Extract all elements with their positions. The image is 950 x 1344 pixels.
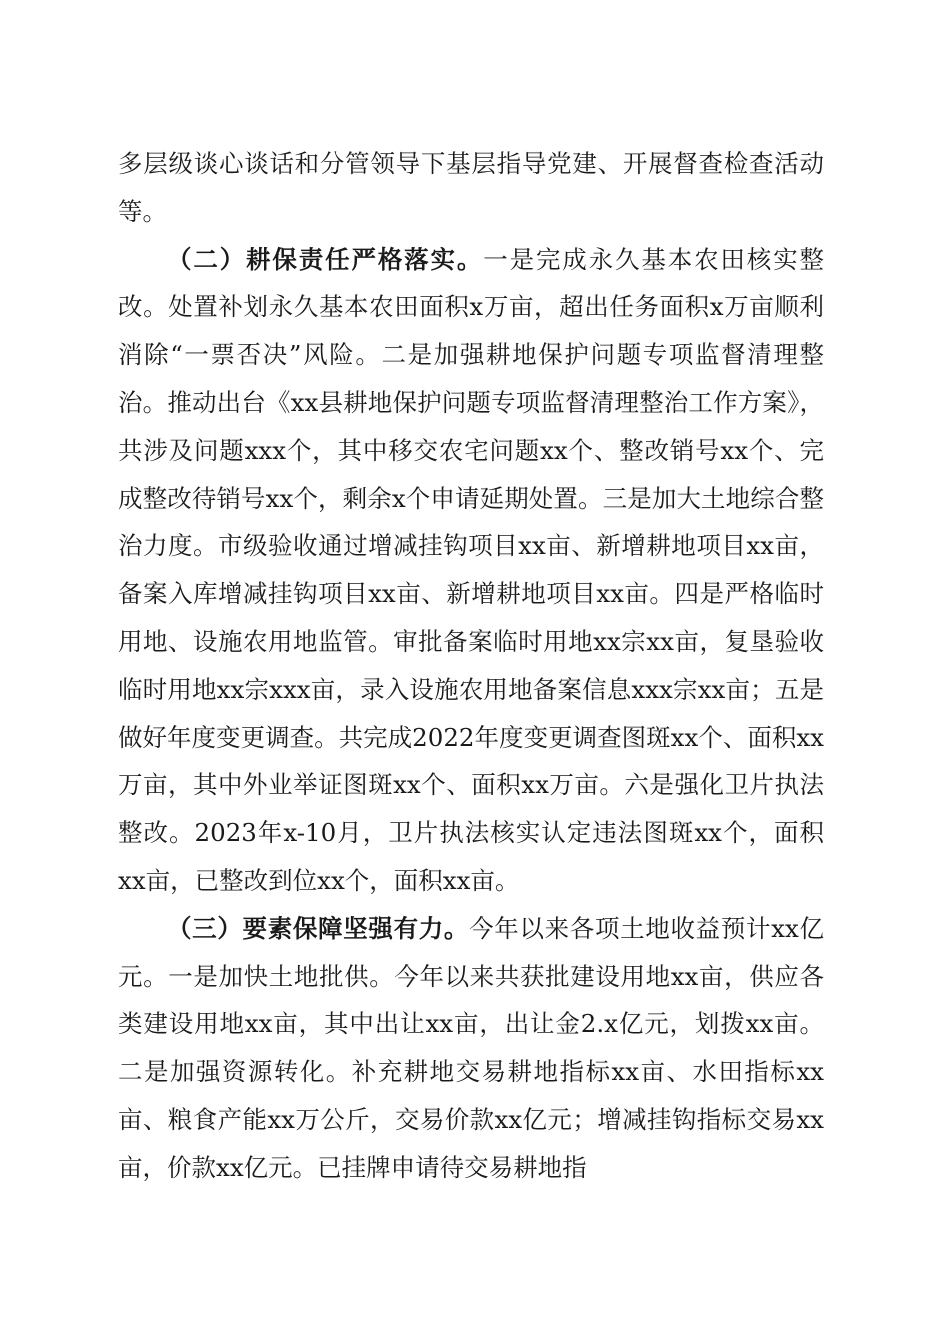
paragraph-farmland-protection (118, 236, 824, 905)
paragraph-text: 一是完成永久基本农田核实整改。处置补划永久基本农田面积x万亩，超出任务面积x万亩顺利消除“一票否决”风险。二是加强耕地保护问题专项监督清理整治。推动出台《xx县耕地保护问题专项监督清理整治工作方案》，共涉及问题xxx个，其中移交农宅问题xx个、整改销号xx个、完成整改待销号xx个，剩余x个申请延期处置。三是加大土地综合整治力度。市级验收通过增减挂钩项目xx亩、新增耕地项目xx亩，备案入库增减挂钩项目xx亩、新增耕地项目xx亩。四是严格临时用地、设施农用地监管。审批备案临时用地xx宗xx亩，复垦验收临时用地xx宗xxx亩，录入设施农用地备案信息xxx宗xx亩；五是做好年度变更调查。共完成2022年度变更调查图斑xx个、面积xx万亩，其中外业举证图斑xx个、面积xx万亩。六是强化卫片执法整改。2023年x-10月，卫片执法核实认定违法图斑xx个，面积xx亩，已整改到位xx个，面积xx亩。 (118, 244, 824, 895)
section-heading: （二）耕保责任严格落实。 (167, 244, 484, 274)
document-body (118, 140, 824, 1192)
section-heading: （三）要素保障坚强有力。 (167, 913, 470, 943)
paragraph-factor-guarantee (118, 905, 824, 1192)
paragraph-text: 多层级谈心谈话和分管领导下基层指导党建、开展督查检查活动等。 (118, 149, 824, 226)
paragraph-text: 今年以来各项土地收益预计xx亿元。一是加快土地批供。今年以来共获批建设用地xx亩，供应各类建设用地xx亩，其中出让xx亩，出让金2.x亿元，划拨xx亩。二是加强资源转化。补充耕地交易耕地指标xx亩、水田指标xx亩、粮食产能xx万公斤，交易价款xx亿元；增减挂钩指标交易xx亩，价款xx亿元。已挂牌申请待交易耕地指 (118, 913, 824, 1182)
paragraph-continuation (118, 140, 824, 236)
